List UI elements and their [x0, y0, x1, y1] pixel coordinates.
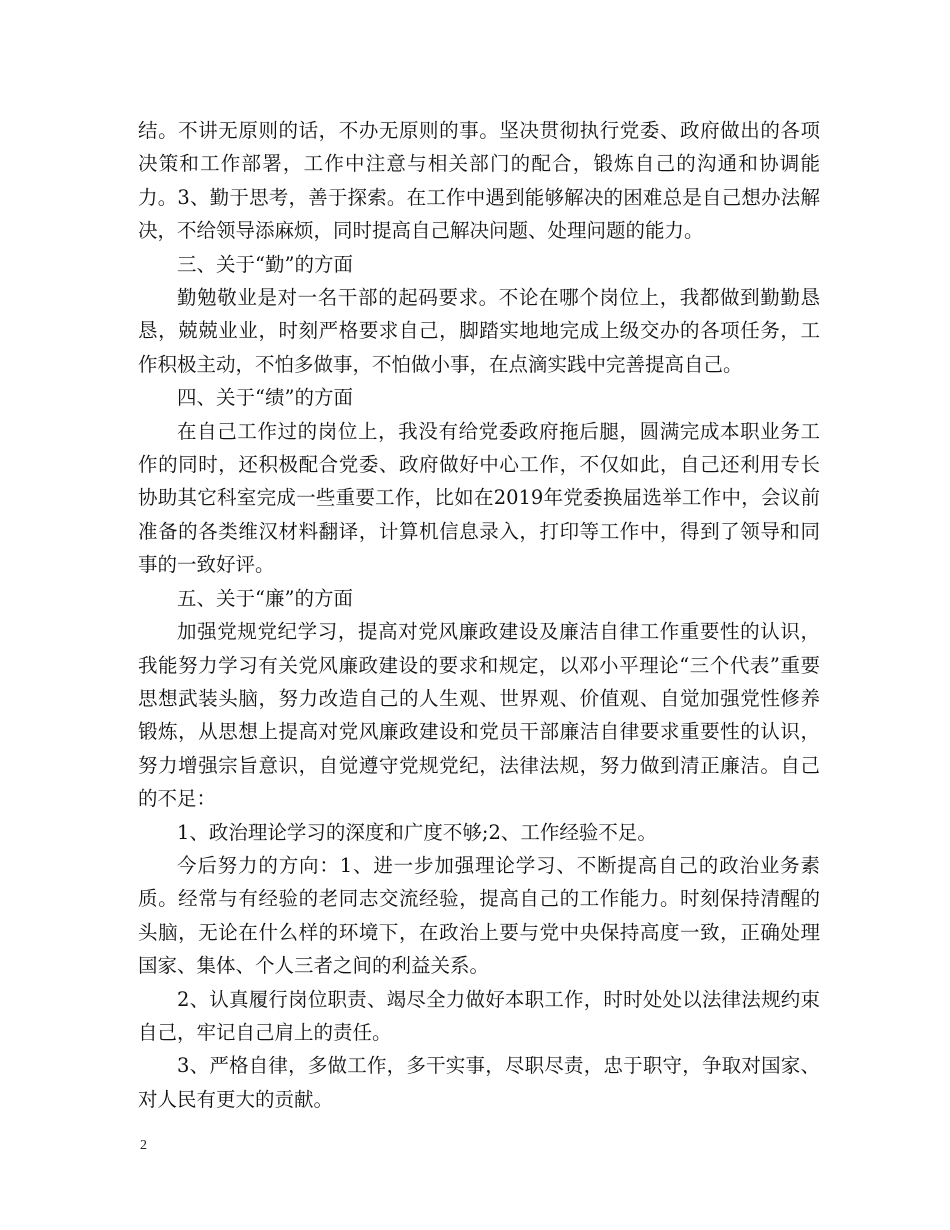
- page-number: 2: [140, 1138, 147, 1153]
- document-body: [138, 114, 820, 1116]
- paragraph-future-direction: 今后努力的方向：1、进一步加强理论学习、不断提高自己的政治业务素质。经常与有经验的老同志交流经验，提高自己的工作能力。时刻保持清醒的头脑，无论在什么样的环境下，在政治上要与党中央保持高度一致，正确处理国家、集体、个人三者之间的利益关系。: [138, 853, 820, 978]
- paragraph-shortcomings: 1、政治理论学习的深度和广度不够;2、工作经验不足。: [177, 820, 657, 844]
- section-heading-integrity: 五、关于“廉”的方面: [177, 586, 353, 610]
- paragraph-integrity: 加强党规党纪学习，提高对党风廉政建设及廉洁自律工作重要性的认识，我能努力学习有关党风廉政建设的要求和规定，以邓小平理论“三个代表”重要思想武装头脑，努力改造自己的人生观、世界观、价值观、自觉加强党性修养锻炼，从思想上提高对党风廉政建设和党员干部廉洁自律要求重要性的认识，努力增强宗旨意识，自觉遵守党规党纪，法律法规，努力做到清正廉洁。自己的不足：: [138, 620, 820, 811]
- paragraph-duties: 2、认真履行岗位职责、竭尽全力做好本职工作，时时处处以法律法规约束自己，牢记自己肩上的责任。: [138, 987, 820, 1044]
- paragraph-diligence: 勤勉敬业是对一名干部的起码要求。不论在哪个岗位上，我都做到勤勤恳恳，兢兢业业，时刻严格要求自己，脚踏实地地完成上级交办的各项任务，工作积极主动，不怕多做事，不怕做小事，在点滴实践中完善提高自己。: [138, 286, 820, 376]
- paragraph-achievement: 在自己工作过的岗位上，我没有给党委政府拖后腿，圆满完成本职业务工作的同时，还积极配合党委、政府做好中心工作，不仅如此，自己还利用专长协助其它科室完成一些重要工作，比如在2019年党委换届选举工作中，会议前准备的各类维汉材料翻译，计算机信息录入，打印等工作中，得到了领导和同事的一致好评。: [138, 419, 820, 577]
- section-heading-diligence: 三、关于“勤”的方面: [177, 252, 353, 276]
- paragraph-continuation: 结。不讲无原则的话，不办无原则的事。坚决贯彻执行党委、政府做出的各项决策和工作部署，工作中注意与相关部门的配合，锻炼自己的沟通和协调能力。3、勤于思考，善于探索。在工作中遇到能够解决的困难总是自己想办法解决，不给领导添麻烦，同时提高自己解决问题、处理问题的能力。: [138, 119, 820, 243]
- section-heading-achievement: 四、关于“绩”的方面: [177, 386, 353, 410]
- paragraph-self-discipline: 3、严格自律，多做工作，多干实事，尽职尽责，忠于职守，争取对国家、对人民有更大的贡献。: [138, 1054, 820, 1111]
